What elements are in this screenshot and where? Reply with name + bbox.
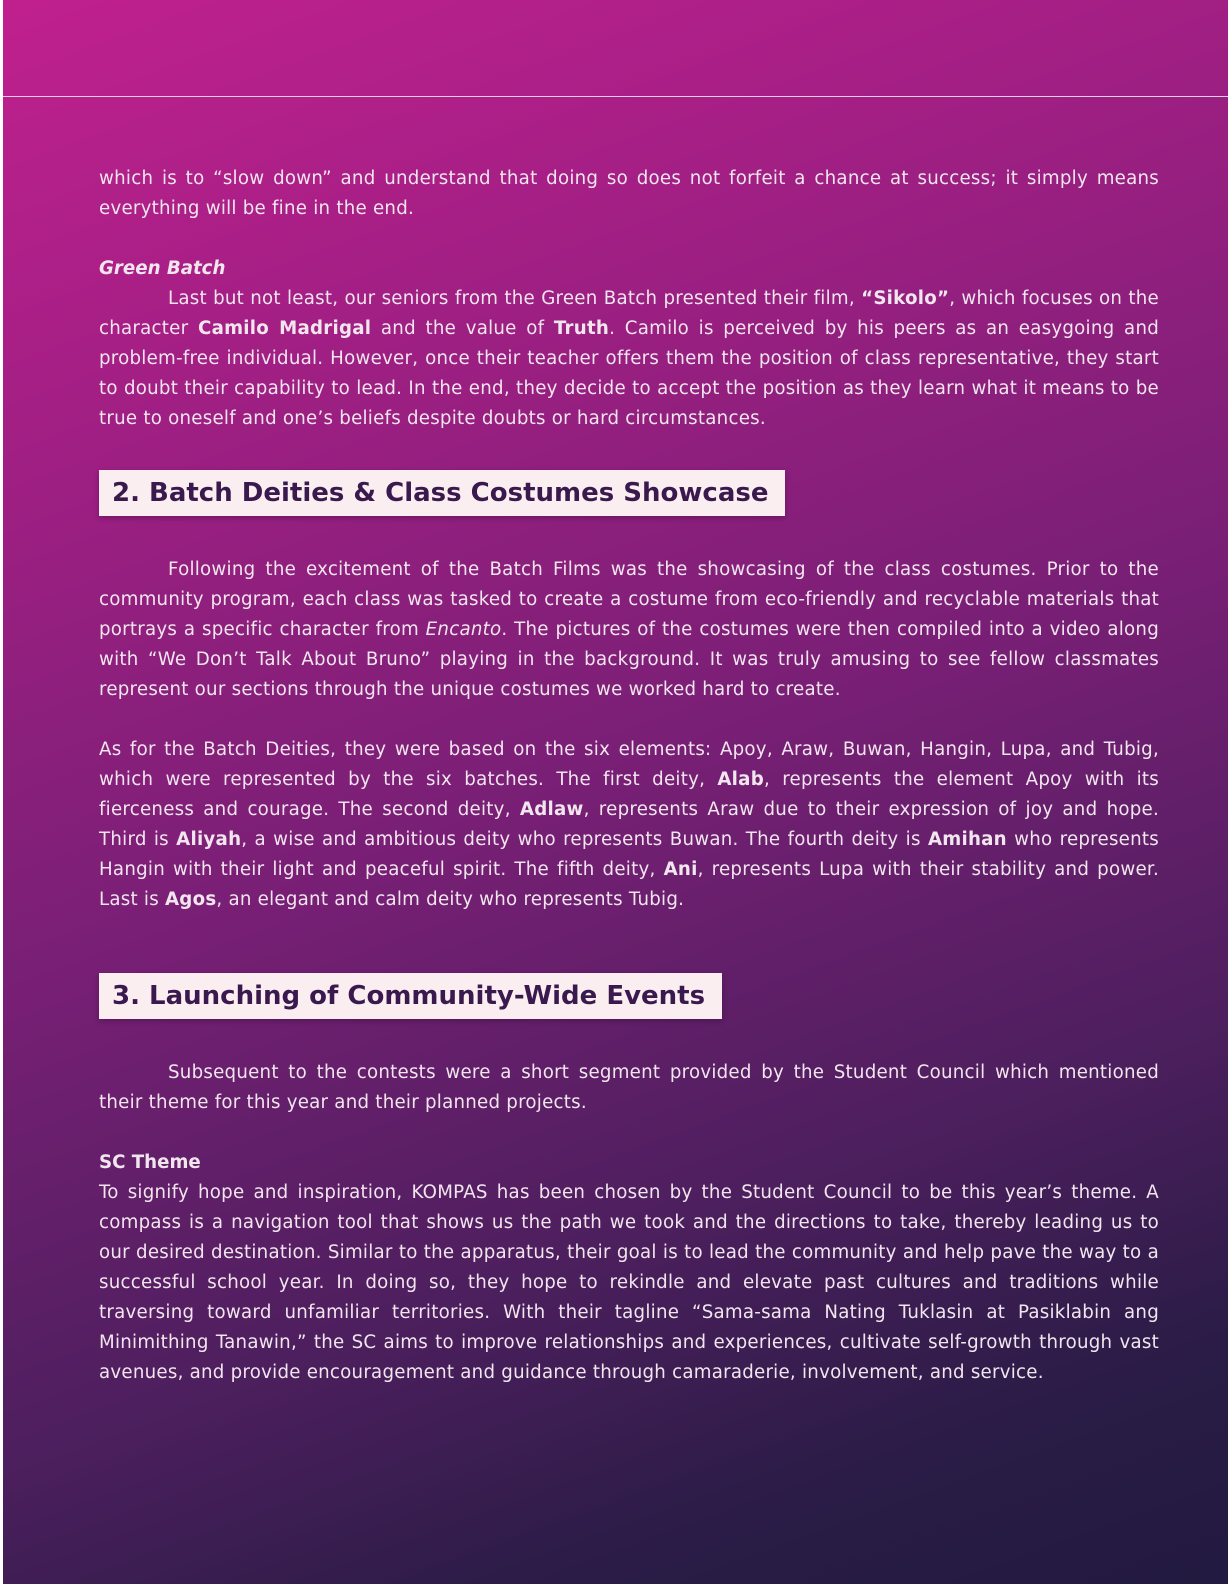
film-title: “Sikolo” [861,288,950,309]
deity-name: Ani [663,859,698,880]
value-name: Truth [553,318,610,339]
deity-name: Alab [717,769,764,790]
deity-name: Agos [164,889,217,910]
deity-name: Amihan [927,829,1007,850]
section-3-heading: 3. Launching of Community-Wide Events [99,973,722,1019]
green-batch-subheading: Green Batch [99,258,226,279]
deity-name: Aliyah [176,829,242,850]
deity-name: Adlaw [519,799,584,820]
sc-theme-subheading: SC Theme [99,1152,201,1173]
deities-paragraph: As for the Batch Deities, they were based on the six elements: Apoy, Araw, Buwan, Hangin, Lupa, and Tubig, which were represented by the six batches. The first deity, Alab, represents the element Apoy with its fierceness and courage. The second deity, Adlaw, represents Araw due to their expression of joy and hope. Third is Aliyah, a wise and ambitious deity who represents Buwan. The fourth deity is Amihan who represents Hangin with their light and peaceful spirit. The fifth deity, Ani, represents Lupa with their stability and power. Last is Agos, an elegant and calm deity who represents Tubig. [99,739,1159,910]
page-edge [0,0,3,1584]
green-batch-paragraph: Last but not least, our seniors from the Green Batch presented their film, “Sikolo”, which focuses on the character Camilo Madrigal and the value of Truth. Camilo is perceived by his peers as an easygoing and problem-free individual. However, once their teacher offers them the position of class representative, they start to doubt their capability to lead. In the end, they decide to accept the position as they learn what it means to be true to oneself and one’s beliefs despite doubts or hard circumstances. [99,288,1160,429]
intro-paragraph: which is to “slow down” and understand that doing so does not forfeit a chance at success; it simply means everything will be fine in the end. [99,168,1159,219]
section-2-heading: 2. Batch Deities & Class Costumes Showcase [99,470,785,516]
header-divider [3,96,1228,97]
character-name: Camilo Madrigal [197,318,372,339]
article-body [99,164,1159,1388]
sc-theme-paragraph: To signify hope and inspiration, KOMPAS has been chosen by the Student Council to be this year’s theme. A compass is a navigation tool that shows us the path we took and the directions to take, thereby leading us to our desired destination. Similar to the apparatus, their goal is to lead the community and help pave the way to a successful school year. In doing so, they hope to rekindle and elevate past cultures and traditions while traversing toward unfamiliar territories. With their tagline “Sama-sama Nating Tuklasin at Pasiklabin ang Minimithing Tanawin,” the SC aims to improve relationships and experiences, cultivate self-growth through vast avenues, and provide encouragement and guidance through camaraderie, involvement, and service. [99,1182,1159,1383]
movie-title: Encanto [425,619,502,640]
student-council-paragraph: Subsequent to the contests were a short segment provided by the Student Council which mentioned their theme for this year and their planned projects. [99,1062,1159,1113]
costumes-paragraph: Following the excitement of the Batch Films was the showcasing of the class costumes. Prior to the community program, each class was tasked to create a costume from eco-friendly and recyclable materials that portrays a specific character from Encanto. The pictures of the costumes were then compiled into a video along with “We Don’t Talk About Bruno” playing in the background. It was truly amusing to see fellow classmates represent our sections through the unique costumes we worked hard to create. [99,559,1159,700]
